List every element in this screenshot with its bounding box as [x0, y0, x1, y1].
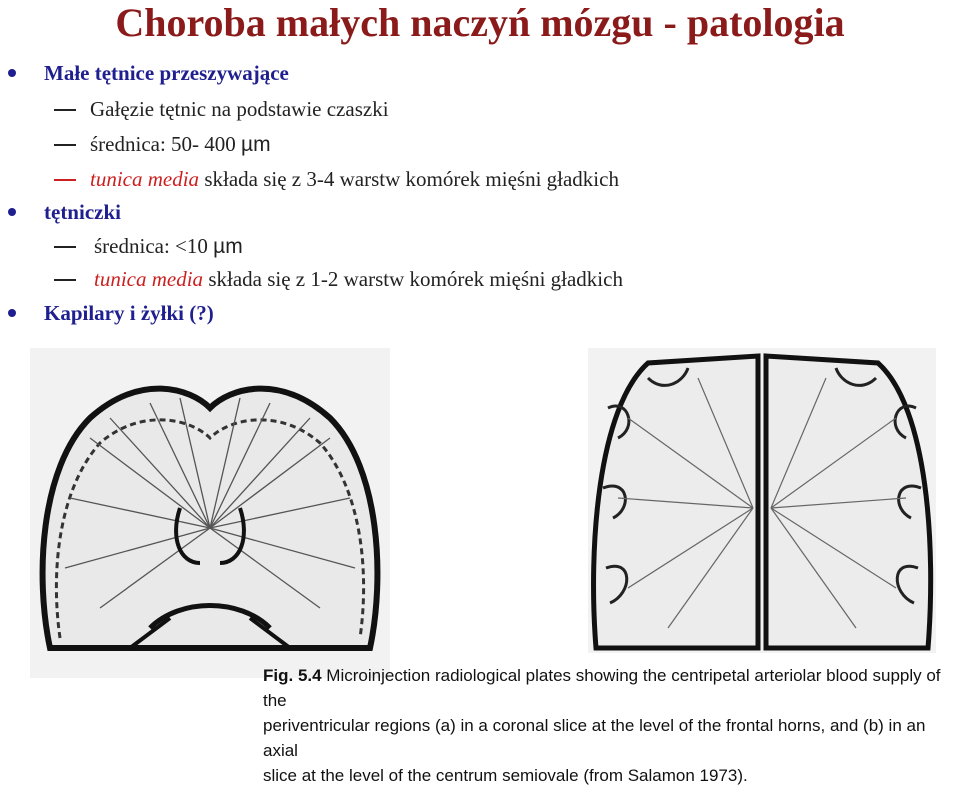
bullet-item	[44, 300, 214, 326]
sub-item	[90, 166, 619, 192]
caption-line	[263, 663, 958, 713]
dash-icon	[54, 279, 76, 281]
bullet-list	[0, 0, 960, 340]
bullet-dot-icon	[8, 69, 16, 77]
unit-text: µm	[241, 133, 271, 156]
sub-item-text: średnica: 50- 400	[90, 132, 242, 156]
slide-title-text: Choroba małych naczyń mózgu - patologia	[115, 0, 845, 45]
sub-item-text: średnica: <10	[94, 234, 214, 258]
dash-icon	[54, 246, 76, 248]
sub-item-text: składa się z 1-2 warstw komórek mięśni gładkich	[203, 267, 623, 291]
figure-caption	[263, 663, 958, 788]
sub-item	[90, 96, 389, 122]
bullet-text: Kapilary i żyłki (?)	[44, 301, 214, 325]
bullet-dot-icon	[8, 208, 16, 216]
sub-item	[90, 131, 271, 158]
sub-item	[94, 233, 243, 260]
bullet-text: tętniczki	[44, 200, 121, 224]
bullet-item	[44, 199, 121, 225]
dash-icon	[54, 144, 76, 146]
coronal-brain-image	[30, 348, 390, 678]
term-text: tunica media	[90, 167, 200, 191]
caption-line: slice at the level of the centrum semiovale (from Salamon 1973).	[263, 766, 748, 785]
bullet-text: Małe tętnice przeszywające	[44, 61, 289, 85]
sub-item-text: składa się z 3-4 warstw komórek mięśni gładkich	[199, 167, 619, 191]
axial-brain-image	[588, 348, 936, 653]
sub-item-text: Gałęzie tętnic na podstawie czaszki	[90, 97, 389, 121]
unit-text: µm	[213, 235, 243, 258]
bullet-dot-icon	[8, 309, 16, 317]
figure-label: Fig. 5.4	[263, 666, 322, 685]
sub-item	[94, 266, 623, 292]
dash-icon	[54, 109, 76, 111]
caption-text: Microinjection radiological plates showing the centripetal arteriolar blood supply of the	[263, 666, 941, 710]
bullet-item	[44, 60, 289, 86]
caption-line: periventricular regions (a) in a coronal slice at the level of the frontal horns, and (b) in an axial	[263, 716, 926, 760]
term-text: tunica media	[94, 267, 204, 291]
figure-axial-slice	[588, 348, 936, 653]
figure-coronal-slice	[30, 348, 390, 678]
dash-icon	[54, 179, 76, 181]
